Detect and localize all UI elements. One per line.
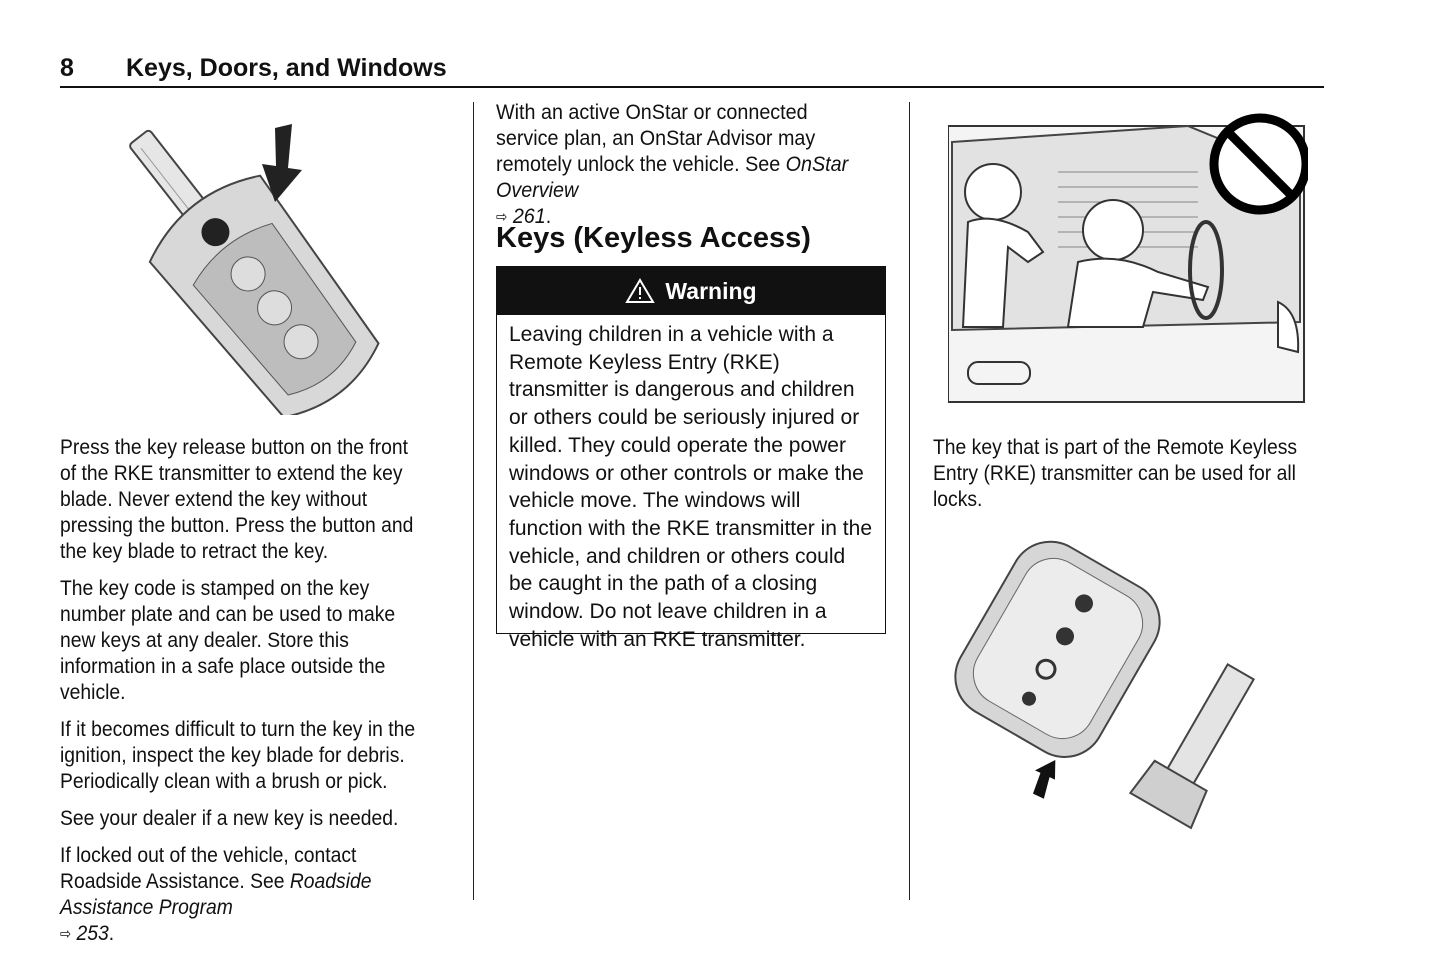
children-in-vehicle-illustration <box>948 112 1308 404</box>
page-reference[interactable]: 253 <box>76 922 109 945</box>
warning-label: Warning <box>665 277 757 304</box>
paragraph-text: With an active OnStar or connected service plan, an OnStar Advisor may remotely unlock the vehicle. See <box>496 101 816 176</box>
warning-triangle-icon <box>625 278 655 304</box>
paragraph: See your dealer if a new key is needed. <box>60 807 399 830</box>
chapter-title: Keys, Doors, and Windows <box>126 54 447 82</box>
paragraph <box>496 100 872 231</box>
paragraph: The key that is part of the Remote Keyless Entry (RKE) transmitter can be used for all locks. <box>933 436 1298 511</box>
paragraph <box>60 843 428 948</box>
cross-reference-link[interactable]: Roadside Assistance Program <box>60 870 372 919</box>
page-reference[interactable]: 261 <box>512 205 546 228</box>
column-divider <box>909 102 910 900</box>
paragraph: Press the key release button on the front of the RKE transmitter to extend the key blade. Never extend the key without pressing the button. Press the button and the key blade to retract the key. <box>60 436 414 563</box>
warning-text: Leaving children in a vehicle with a Remote Keyless Entry (RKE) transmitter is dangerous and children or others could be seriously injured or killed. They could operate the power windows or other controls or make the vehicle move. The windows will function with the RKE transmitter in the vehicle, and children or others could be caught in the path of a closing window. Do not leave children in a vehicle with an RKE transmitter. <box>509 323 872 651</box>
paragraph: If it becomes difficult to turn the key in the ignition, inspect the key blade for debris. Periodically clean with a brush or pick. <box>60 718 416 793</box>
page-arrow-icon: ⇨ <box>60 926 72 943</box>
warning-header <box>497 267 885 315</box>
column-2-intro <box>496 100 872 242</box>
page-arrow-icon: ⇨ <box>496 209 508 226</box>
paragraph: The key code is stamped on the key number plate and can be used to make new keys at any dealer. Store this information in a safe place outside the vehicle. <box>60 577 396 704</box>
column-1 <box>60 435 428 959</box>
column-3 <box>933 435 1301 524</box>
period: . <box>108 922 115 945</box>
page-number: 8 <box>60 54 74 82</box>
smart-key-illustration <box>950 535 1310 845</box>
flip-key-illustration <box>80 110 410 415</box>
section-heading: Keys (Keyless Access) <box>496 222 811 254</box>
warning-box <box>496 266 886 651</box>
period: . <box>545 205 552 228</box>
page-header <box>60 52 1324 88</box>
cross-reference-link[interactable]: OnStar Overview <box>496 153 849 202</box>
paragraph-text: If locked out of the vehicle, contact Roadside Assistance. See <box>60 844 357 893</box>
column-divider <box>473 102 474 900</box>
